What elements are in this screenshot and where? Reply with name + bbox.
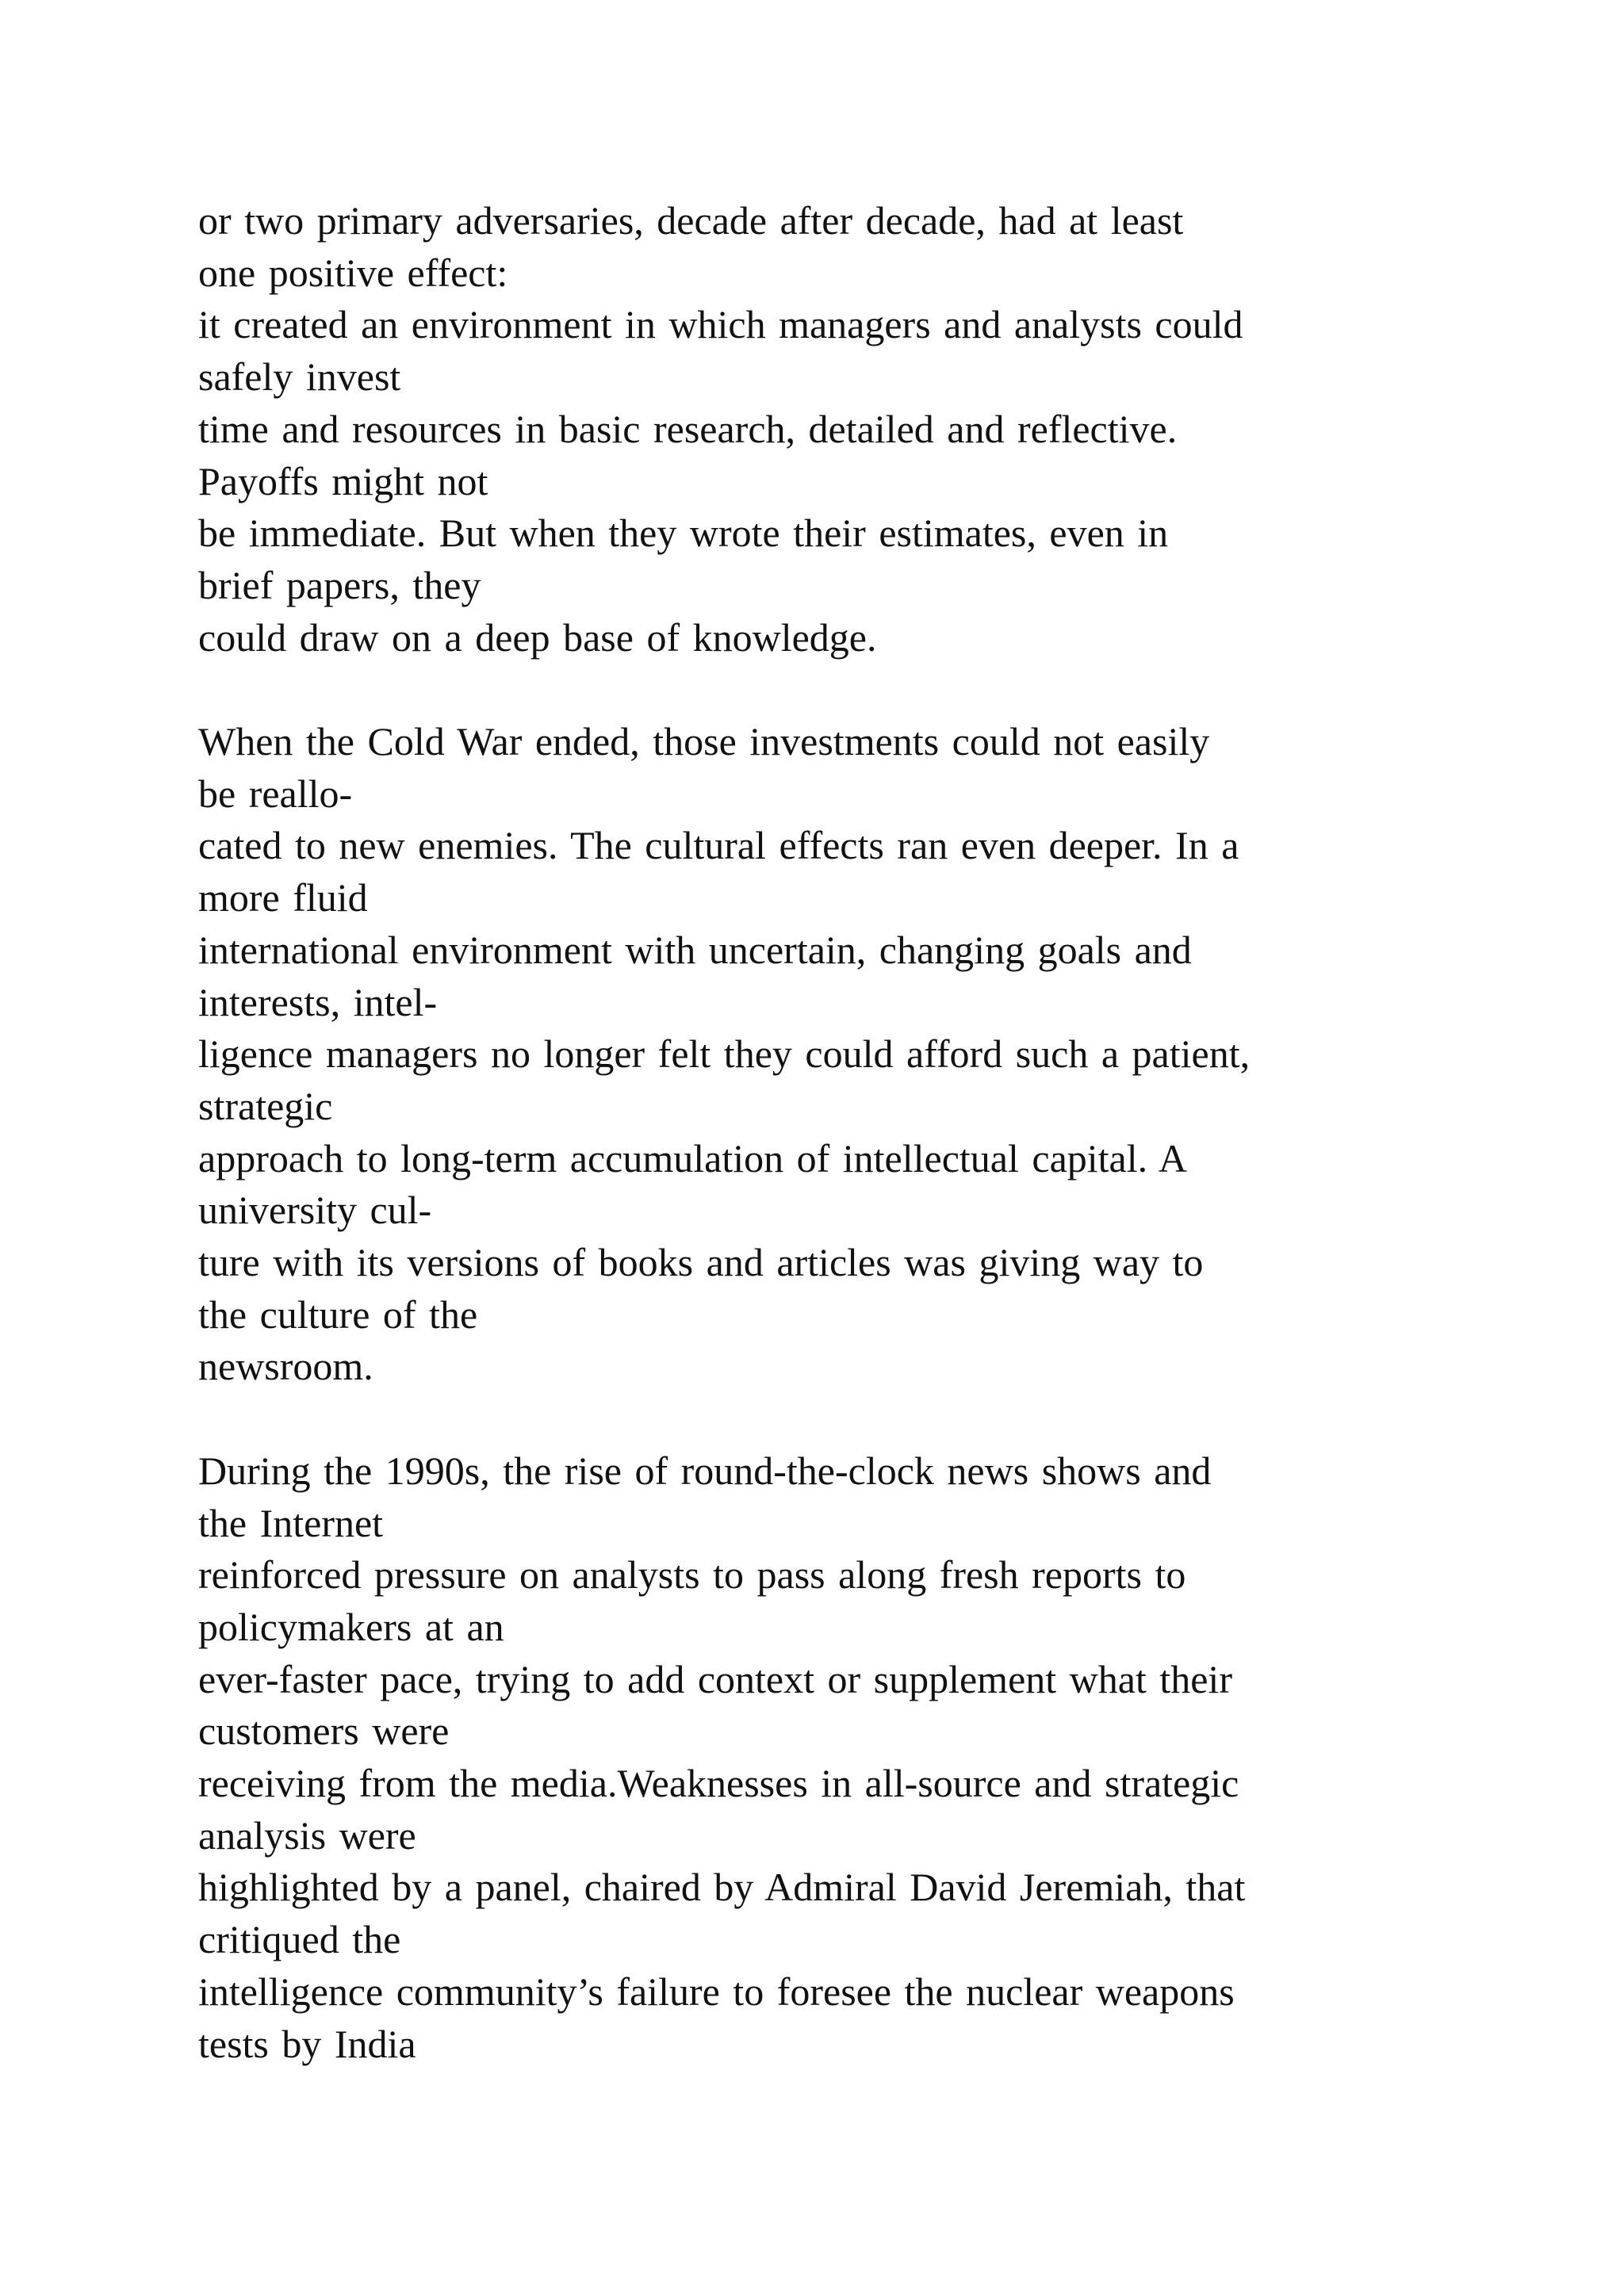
text-line: receiving from the media.Weaknesses in all-source and strategic — [198, 1761, 1239, 1806]
document-body — [198, 195, 1435, 2122]
paragraph-3 — [198, 1445, 1435, 2070]
text-line: policymakers at an — [198, 1604, 504, 1649]
text-line: the Internet — [198, 1500, 384, 1545]
text-line: the culture of the — [198, 1292, 478, 1337]
text-line: brief papers, they — [198, 562, 481, 607]
text-line: Payoffs might not — [198, 458, 488, 503]
text-line: be immediate. But when they wrote their estimates, even in — [198, 511, 1169, 556]
text-line: time and resources in basic research, detailed and reflective. — [198, 406, 1178, 451]
text-line: tests by India — [198, 2021, 416, 2066]
text-line: could draw on a deep base of knowledge. — [198, 614, 877, 660]
text-line: During the 1990s, the rise of round-the-clock news shows and — [198, 1448, 1212, 1493]
text-line: When the Cold War ended, those investments could not easily — [198, 719, 1210, 764]
text-line: interests, intel- — [198, 979, 438, 1024]
text-line: university cul- — [198, 1188, 432, 1233]
text-line: intelligence community’s failure to foresee the nuclear weapons — [198, 1969, 1235, 2014]
text-line: newsroom. — [198, 1344, 373, 1389]
text-line: analysis were — [198, 1812, 416, 1858]
text-line: approach to long-term accumulation of intellectual capital. A — [198, 1135, 1187, 1181]
text-line: it created an environment in which managers and analysts could — [198, 302, 1243, 347]
text-line: ture with its versions of books and articles was giving way to — [198, 1240, 1204, 1285]
text-line: cated to new enemies. The cultural effects ran even deeper. In a — [198, 823, 1239, 868]
text-line: one positive effect: — [198, 250, 508, 295]
text-line: safely invest — [198, 354, 401, 400]
text-line: reinforced pressure on analysts to pass along fresh reports to — [198, 1552, 1186, 1598]
text-line: critiqued the — [198, 1917, 401, 1962]
text-line: more fluid — [198, 875, 368, 920]
text-line: international environment with uncertain, changing goals and — [198, 927, 1192, 972]
paragraph-2 — [198, 716, 1435, 1393]
text-line: customers were — [198, 1709, 450, 1754]
paragraph-1 — [198, 195, 1435, 664]
text-line: be reallo- — [198, 771, 353, 816]
text-line: ligence managers no longer felt they could afford such a patient, — [198, 1031, 1251, 1077]
text-line: highlighted by a panel, chaired by Admiral David Jeremiah, that — [198, 1865, 1246, 1910]
text-line: ever-faster pace, trying to add context or supplement what their — [198, 1656, 1232, 1701]
text-line: strategic — [198, 1083, 333, 1128]
text-line: or two primary adversaries, decade after decade, had at least — [198, 198, 1184, 243]
